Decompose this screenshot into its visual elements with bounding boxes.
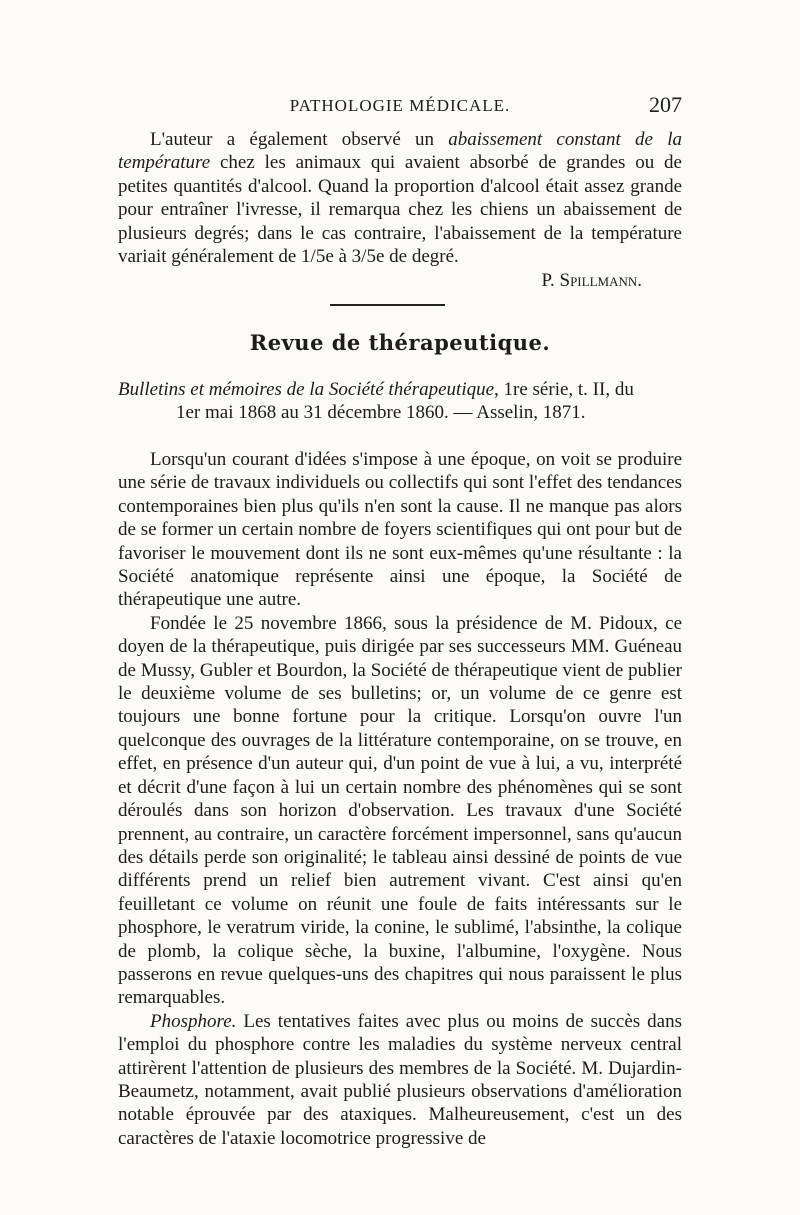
reference-line-1 <box>118 378 682 401</box>
page-header <box>118 92 682 126</box>
phosphore-heading: Phosphore. <box>150 1010 237 1032</box>
lead-text-b: chez les animaux qui avaient absorbé de grandes ou de petites quantités d'alcool. Quand la proportion d'alcool était assez grande pour entraîner l'ivresse, il remarqua chez les chiens un abaissement de plusieurs degrés; dans le cas contraire, l'abaissement de la température variait généralement de 1/5e à 3/5e de degré. <box>118 152 682 268</box>
article-body <box>118 448 682 1150</box>
section-title: Revue de thérapeutique. <box>249 330 551 355</box>
section-divider <box>330 304 445 306</box>
lead-paragraph-block <box>118 128 682 292</box>
reference-line-2: 1er mai 1868 au 31 décembre 1860. — Asselin, 1871. <box>176 402 586 424</box>
reference-title: Bulletins et mémoires de la Société thérapeutique <box>118 379 495 400</box>
lead-emphasis: abaissement constant de la température <box>118 129 682 174</box>
author-signature: P. Spillmann. <box>541 270 642 292</box>
lead-text-a: L'auteur a également observé un <box>150 129 449 150</box>
page-number: 207 <box>649 92 682 117</box>
body-paragraph-3 <box>118 1010 682 1150</box>
running-title: PATHOLOGIE MÉDICALE. <box>289 96 511 115</box>
reference-series: , 1re série, t. II, du <box>494 379 634 400</box>
body-paragraph-1: Lorsqu'un courant d'idées s'impose à une époque, on voit se produire une série de travaux individuels ou collectifs qui sont l'effet des tendances contemporaines bien plus qu'ils n'en sont la cause. Il ne manque pas alors de se former un certain nombre de foyers scientifiques qui ont pour but de favoriser le mouvement dont ils ne sont eux-mêmes qu'une résultante : la Société anatomique représente ainsi une époque, la Société de thérapeutique une autre. <box>118 449 682 611</box>
body-paragraph-2: Fondée le 25 novembre 1866, sous la présidence de M. Pidoux, ce doyen de la thérapeutique, puis dirigée par ses successeurs MM. Guéneau de Mussy, Gubler et Bourdon, la Société de thérapeutique vient de publier le deuxième volume de ses bulletins; or, un volume de ce genre est toujours une bonne fortune pour la critique. Lorsqu'on ouvre l'un quelconque des ouvrages de la littérature contemporaine, on se trouve, en effet, en présence d'un auteur qui, d'un point de vue à lui, a vu, interprété et décrit d'une façon à lui un certain nombre des phénomènes qui se sont déroulés dans son horizon d'observation. Les travaux d'une Société prennent, au contraire, un caractère forcément impersonnel, sans qu'aucun des détails perde son originalité; le tableau ainsi dessiné de points de vue différents prend un relief bien autrement vivant. C'est ainsi qu'en feuilletant ce volume on réunit une foule de faits intéressants sur le phosphore, le veratrum viride, la conine, le sublimé, l'absinthe, la colique de plomb, la colique sèche, la buxine, l'albumine, l'oxygène. Nous passerons en revue quelques-uns des chapitres qui nous paraissent le plus remarquables. <box>118 612 682 1009</box>
lead-paragraph <box>118 128 682 268</box>
body-paragraph-3-text: Les tentatives faites avec plus ou moins de succès dans l'emploi du phosphore contre les maladies du système nerveux central attirèrent l'attention de plusieurs des membres de la Société. M. Dujardin-Beaumetz, notamment, avait publié plusieurs observations d'amélioration notable éprouvée par des ataxiques. Malheureusement, c'est un des caractères de l'ataxie locomotrice progressive de <box>118 1010 682 1149</box>
bibliographic-reference <box>118 378 682 425</box>
